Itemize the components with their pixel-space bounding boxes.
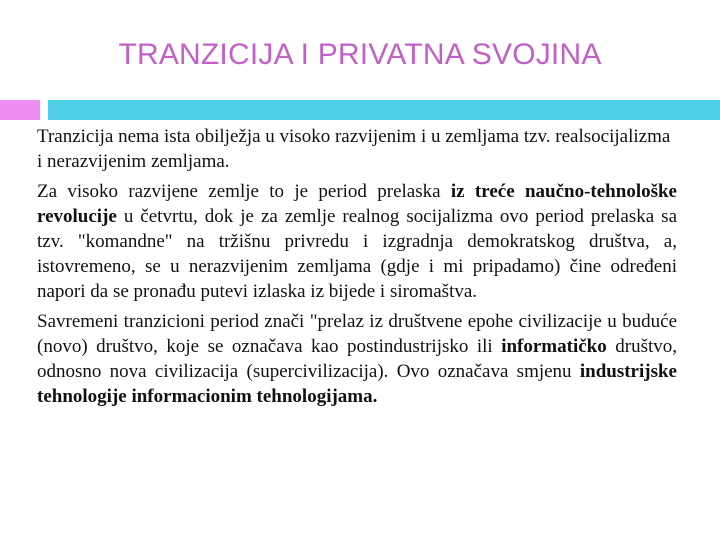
paragraph-3-text-2: društvo, odnosno nova civilizacija (supercivilizacija). Ovo označava smjenu — [37, 336, 677, 382]
paragraph-3-text-1: Savremeni tranzicioni period znači "prelaz iz društvene epohe civilizacije u buduće (novo) društvo, koje se označava kao postindustrijsko ili — [37, 311, 677, 357]
accent-block-pink — [0, 100, 40, 120]
accent-bar-cyan — [48, 100, 720, 120]
paragraph-1: Tranzicija nema ista obilježja u visoko razvijenim i u zemljama tzv. realsocijalizma i nerazvijenim zemljama. — [37, 126, 671, 172]
slide-title: TRANZICIJA I PRIVATNA SVOJINA — [118, 38, 602, 71]
paragraph-3-bold-1: informatičko — [501, 336, 607, 357]
paragraph-2 — [37, 179, 677, 304]
paragraph-3-bold-2: industrijske tehnologije informacionim tehnologijama. — [37, 361, 677, 407]
paragraph-2-bold-1: iz treće naučno-tehnološke revolucije — [37, 181, 677, 227]
paragraph-2-text-1: Za visoko razvijene zemlje to je period prelaska — [37, 181, 451, 202]
paragraph-2-text-2: u četvrtu, dok je za zemlje realnog socijalizma ovo period prelaska sa tzv. "komandne" na tržišnu privredu i izgradnja demokratskog društva, a, istovremeno, se u nerazvijenim zemljama (gdje i mi pripadamo) čine određeni napori da se pronađu putevi izlaska iz bijede i siromaštva. — [37, 206, 677, 302]
paragraph-3 — [37, 309, 677, 409]
slide-body — [37, 124, 677, 409]
